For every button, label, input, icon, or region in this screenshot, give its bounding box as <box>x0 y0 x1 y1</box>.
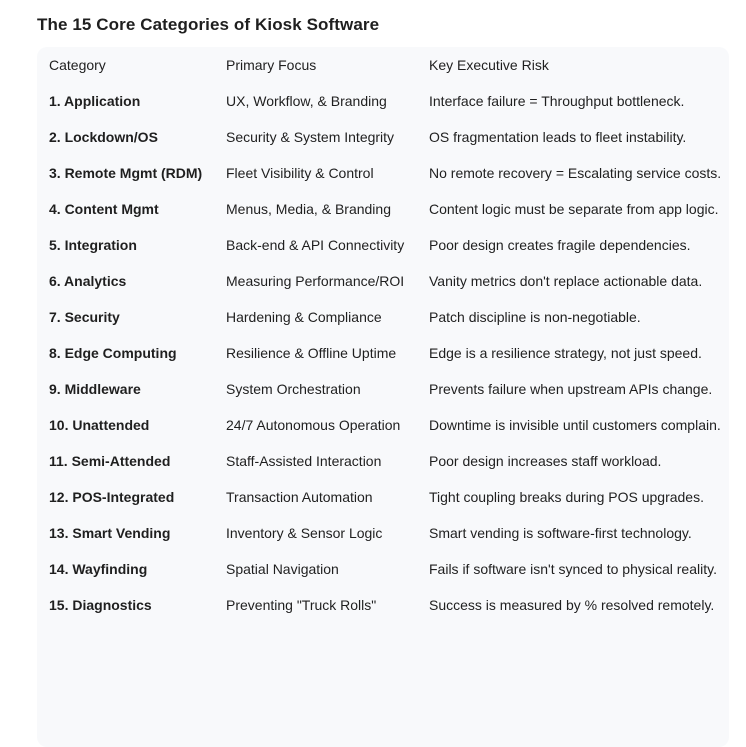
key-executive-risk-cell: OS fragmentation leads to fleet instability. <box>429 129 687 145</box>
table-row <box>37 443 729 479</box>
key-executive-risk-cell: Success is measured by % resolved remotely. <box>429 597 715 613</box>
primary-focus-cell: Hardening & Compliance <box>226 309 382 325</box>
category-cell: 10. Unattended <box>49 417 150 433</box>
category-cell: 5. Integration <box>49 237 137 253</box>
primary-focus-cell: UX, Workflow, & Branding <box>226 93 387 109</box>
category-cell: 4. Content Mgmt <box>49 201 159 217</box>
key-executive-risk-cell: Tight coupling breaks during POS upgrades. <box>429 489 704 505</box>
table-row <box>37 515 729 551</box>
table-header-row <box>37 47 729 83</box>
column-header-primary-focus: Primary Focus <box>226 57 317 73</box>
primary-focus-cell: Preventing "Truck Rolls" <box>226 597 377 613</box>
page-title: The 15 Core Categories of Kiosk Software <box>37 15 380 34</box>
table-row <box>37 155 729 191</box>
category-cell: 13. Smart Vending <box>49 525 171 541</box>
categories-table <box>37 47 729 623</box>
primary-focus-cell: System Orchestration <box>226 381 361 397</box>
category-cell: 12. POS-Integrated <box>49 489 175 505</box>
key-executive-risk-cell: Fails if software isn't synced to physical reality. <box>429 561 717 577</box>
key-executive-risk-cell: Content logic must be separate from app logic. <box>429 201 719 217</box>
primary-focus-cell: 24/7 Autonomous Operation <box>226 417 401 433</box>
key-executive-risk-cell: Edge is a resilience strategy, not just speed. <box>429 345 702 361</box>
table-row <box>37 263 729 299</box>
category-cell: 6. Analytics <box>49 273 127 289</box>
key-executive-risk-cell: Downtime is invisible until customers complain. <box>429 417 721 433</box>
primary-focus-cell: Transaction Automation <box>226 489 373 505</box>
category-cell: 2. Lockdown/OS <box>49 129 158 145</box>
primary-focus-cell: Measuring Performance/ROI <box>226 273 405 289</box>
table-row <box>37 587 729 623</box>
key-executive-risk-cell: Smart vending is software-first technology. <box>429 525 692 541</box>
table-row <box>37 191 729 227</box>
category-cell: 14. Wayfinding <box>49 561 148 577</box>
primary-focus-cell: Staff-Assisted Interaction <box>226 453 382 469</box>
key-executive-risk-cell: Poor design creates fragile dependencies. <box>429 237 691 253</box>
primary-focus-cell: Spatial Navigation <box>226 561 339 577</box>
category-cell: 9. Middleware <box>49 381 141 397</box>
category-cell: 1. Application <box>49 93 141 109</box>
category-cell: 11. Semi-Attended <box>49 453 171 469</box>
table-row <box>37 479 729 515</box>
primary-focus-cell: Inventory & Sensor Logic <box>226 525 383 541</box>
table-row <box>37 83 729 119</box>
table-body <box>37 83 729 623</box>
key-executive-risk-cell: Prevents failure when upstream APIs change. <box>429 381 713 397</box>
table-row <box>37 371 729 407</box>
key-executive-risk-cell: Patch discipline is non-negotiable. <box>429 309 641 325</box>
primary-focus-cell: Security & System Integrity <box>226 129 395 145</box>
table-row <box>37 335 729 371</box>
table-row <box>37 227 729 263</box>
primary-focus-cell: Menus, Media, & Branding <box>226 201 391 217</box>
key-executive-risk-cell: Interface failure = Throughput bottleneck. <box>429 93 685 109</box>
column-header-category: Category <box>49 57 106 73</box>
key-executive-risk-cell: Poor design increases staff workload. <box>429 453 662 469</box>
column-header-key-executive-risk: Key Executive Risk <box>429 57 549 73</box>
table-row <box>37 299 729 335</box>
category-cell: 3. Remote Mgmt (RDM) <box>49 165 203 181</box>
table-row <box>37 119 729 155</box>
table-row <box>37 551 729 587</box>
category-cell: 8. Edge Computing <box>49 345 177 361</box>
category-cell: 15. Diagnostics <box>49 597 152 613</box>
primary-focus-cell: Resilience & Offline Uptime <box>226 345 397 361</box>
primary-focus-cell: Fleet Visibility & Control <box>226 165 374 181</box>
categories-table-container <box>37 47 729 747</box>
category-cell: 7. Security <box>49 309 120 325</box>
table-row <box>37 407 729 443</box>
key-executive-risk-cell: No remote recovery = Escalating service costs. <box>429 165 722 181</box>
primary-focus-cell: Back-end & API Connectivity <box>226 237 405 253</box>
key-executive-risk-cell: Vanity metrics don't replace actionable data. <box>429 273 703 289</box>
